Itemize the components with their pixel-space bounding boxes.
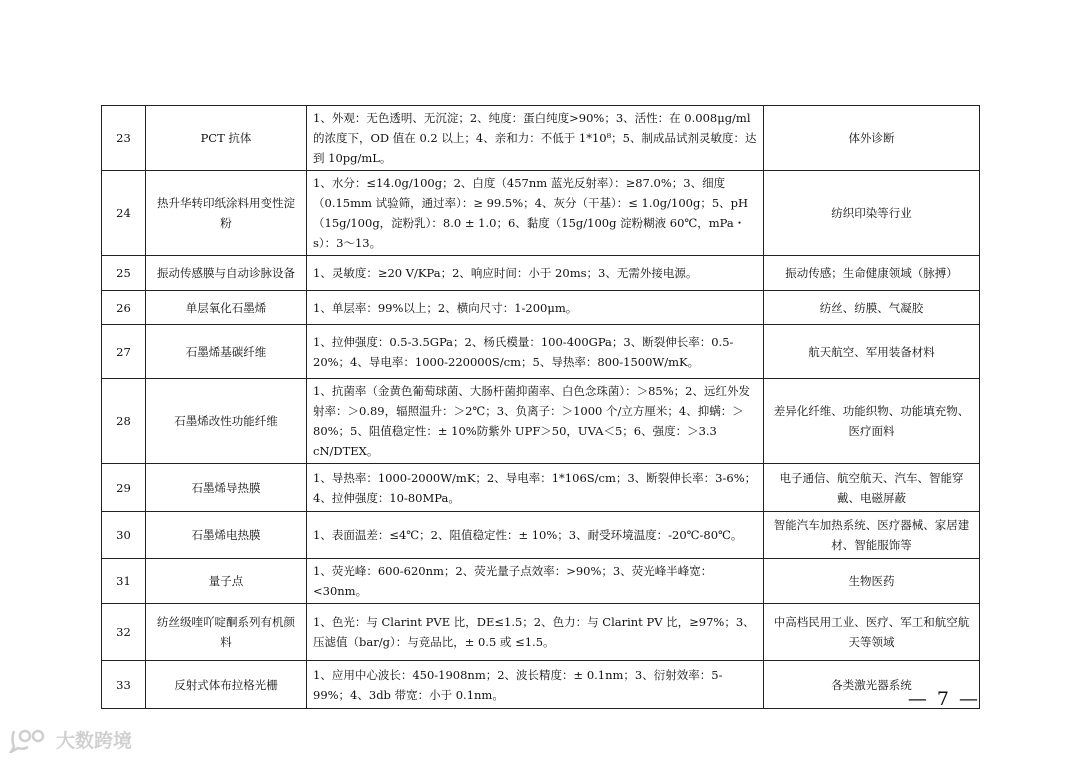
table-row — [102, 464, 980, 512]
table-row — [102, 559, 980, 604]
product-name: 单层氧化石墨烯 — [146, 291, 307, 325]
product-name: 石墨烯电热膜 — [146, 512, 307, 559]
product-name: 石墨烯改性功能纤维 — [146, 379, 307, 464]
application-field: 生物医药 — [764, 559, 980, 604]
product-name: 热升华转印纸涂料用变性淀粉 — [146, 171, 307, 256]
spec-text: 1、导热率：1000-2000W/mK；2、导电率：1*106S/cm；3、断裂伸长率：3-6%；4、拉伸强度：10-80MPa。 — [307, 464, 764, 512]
table-row — [102, 291, 980, 325]
row-number: 31 — [102, 559, 146, 604]
chat-bubble-logo-icon — [8, 727, 52, 753]
row-number: 25 — [102, 256, 146, 291]
product-name: 量子点 — [146, 559, 307, 604]
spec-text: 1、水分：≤14.0g/100g；2、白度（457nm 蓝光反射率）：≥87.0%；3、细度（0.15mm 试验筛，通过率）：≥ 99.5%；4、灰分（干基）：≤ 1.0g/100g；5、pH（15g/100g，淀粉乳）：8.0 ± 1.0；6、黏度（15g/100g 淀粉糊液 60℃，mPa・s）：3～13。 — [307, 171, 764, 256]
row-number: 33 — [102, 661, 146, 709]
product-name: 振动传感膜与自动诊脉设备 — [146, 256, 307, 291]
application-field: 纺丝、纺膜、气凝胶 — [764, 291, 980, 325]
application-field: 电子通信、航空航天、汽车、智能穿戴、电磁屏蔽 — [764, 464, 980, 512]
product-name: 石墨烯基碳纤维 — [146, 325, 307, 379]
page-number: — 7 — — [907, 688, 980, 710]
product-name: PCT 抗体 — [146, 106, 307, 171]
row-number: 30 — [102, 512, 146, 559]
application-field: 振动传感；生命健康领域（脉搏） — [764, 256, 980, 291]
application-field: 航天航空、军用装备材料 — [764, 325, 980, 379]
product-name: 反射式体布拉格光栅 — [146, 661, 307, 709]
spec-text: 1、灵敏度：≥20 V/KPa；2、响应时间：小于 20ms；3、无需外接电源。 — [307, 256, 764, 291]
row-number: 28 — [102, 379, 146, 464]
spec-text: 1、荧光峰：600-620nm；2、荧光量子点效率：>90%；3、荧光峰半峰宽：<30nm。 — [307, 559, 764, 604]
row-number: 23 — [102, 106, 146, 171]
application-field: 智能汽车加热系统、医疗器械、家居建材、智能服饰等 — [764, 512, 980, 559]
row-number: 32 — [102, 604, 146, 661]
table-row — [102, 512, 980, 559]
product-name: 石墨烯导热膜 — [146, 464, 307, 512]
watermark-text: 大数跨境 — [56, 730, 133, 752]
spec-table — [101, 105, 980, 709]
spec-text: 1、单层率：99%以上；2、横向尺寸：1-200μm。 — [307, 291, 764, 325]
table-row — [102, 604, 980, 661]
row-number: 26 — [102, 291, 146, 325]
spec-text: 1、应用中心波长：450-1908nm；2、波长精度：± 0.1nm；3、衍射效率：5-99%；4、3db 带宽：小于 0.1nm。 — [307, 661, 764, 709]
application-field: 纺织印染等行业 — [764, 171, 980, 256]
application-field: 各类激光器系统 — [764, 661, 980, 709]
table-row — [102, 379, 980, 464]
application-field: 中高档民用工业、医疗、军工和航空航天等领域 — [764, 604, 980, 661]
spec-text: 1、表面温差：≤4℃；2、阻值稳定性：± 10%；3、耐受环境温度：-20℃-80℃。 — [307, 512, 764, 559]
table-row — [102, 171, 980, 256]
row-number: 29 — [102, 464, 146, 512]
table-row — [102, 256, 980, 291]
table-row — [102, 325, 980, 379]
application-field: 差异化纤维、功能织物、功能填充物、医疗面料 — [764, 379, 980, 464]
spec-text: 1、拉伸强度：0.5-3.5GPa；2、杨氏模量：100-400GPa；3、断裂伸长率：0.5-20%；4、导电率：1000-220000S/cm；5、导热率：800-1500W/mK。 — [307, 325, 764, 379]
row-number: 27 — [102, 325, 146, 379]
watermark — [8, 726, 132, 753]
row-number: 24 — [102, 171, 146, 256]
spec-text: 1、抗菌率（金黄色葡萄球菌、大肠杆菌抑菌率、白色念珠菌）：＞85%；2、远红外发射率：＞0.89，辐照温升：＞2℃；3、负离子：＞1000 个/立方厘米；4、抑螨：＞80%；5、阻值稳定性：± 10%防紫外 UPF＞50，UVA＜5；6、强度：＞3.3 cN/DTEX。 — [307, 379, 764, 464]
application-field: 体外诊断 — [764, 106, 980, 171]
table-row — [102, 106, 980, 171]
product-name: 纺丝级喹吖啶酮系列有机颜料 — [146, 604, 307, 661]
spec-text: 1、色光：与 Clarint PVE 比，DE≤1.5；2、色力：与 Clarint PV 比，≥97%；3、压滤值（bar/g）：与竞品比，± 0.5 或 ≤1.5。 — [307, 604, 764, 661]
spec-text: 1、外观：无色透明、无沉淀；2、纯度：蛋白纯度>90%；3、活性：在 0.008μg/ml 的浓度下，OD 值在 0.2 以上；4、亲和力：不低于 1*10⁸；5、制成品试剂灵敏度：达到 10pg/mL。 — [307, 106, 764, 171]
table-row — [102, 661, 980, 709]
